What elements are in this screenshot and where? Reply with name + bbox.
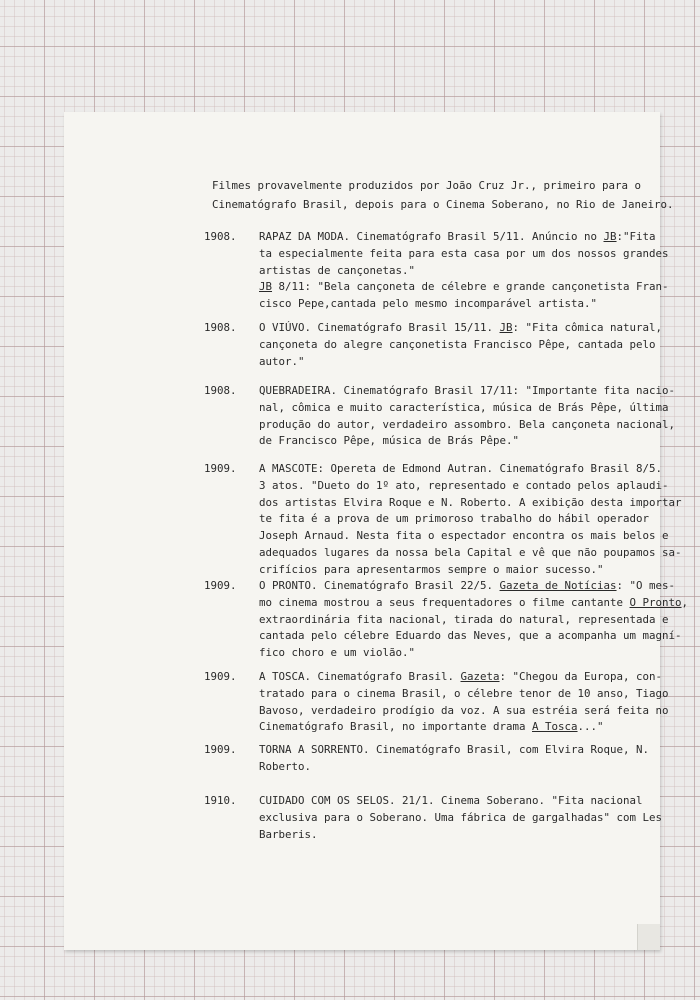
text-run: O VIÚVO. Cinematógrafo Brasil 15/11. [259, 321, 500, 334]
entry-body [259, 320, 663, 370]
text-run: : "Chegou da Europa, con- [499, 670, 663, 683]
entry-year: 1909. [204, 670, 237, 683]
text-run: :"Fita [616, 230, 656, 243]
intro-paragraph [212, 176, 674, 214]
entry-line [259, 229, 657, 246]
text-run: autor." [259, 354, 305, 368]
entry-body [259, 578, 689, 662]
text-run: exclusiva para o Soberano. Uma fábrica de gargalhadas" com Les [259, 810, 663, 824]
entry-line [259, 595, 689, 612]
text-run: nal, cômica e muito característica, música de Brás Pêpe, última [259, 400, 669, 414]
entry-line [259, 383, 676, 400]
text-run: TORNA A SORRENTO. Cinematógrafo Brasil, com Elvira Roque, N. [259, 743, 650, 756]
entry-body [259, 793, 663, 843]
entry-line [259, 793, 657, 810]
document-page [64, 112, 689, 950]
entry-year: 1908. [204, 230, 237, 243]
text-run: 3 atos. "Dueto do 1º ato, representado e contado pelos aplaudi- [259, 478, 669, 492]
entry-year: 1909. [204, 743, 237, 756]
entry-line [259, 417, 676, 434]
entry-line [259, 719, 657, 736]
text-run: artistas de cançonetas." [259, 263, 416, 277]
entry-line [259, 703, 669, 720]
text-run: Cinematógrafo Brasil, no importante drama [259, 720, 533, 734]
entry-line [259, 612, 669, 629]
text-run: CUIDADO COM OS SELOS. 21/1. Cinema Soberano. "Fita nacional [259, 794, 643, 807]
entry-year: 1908. [204, 321, 237, 334]
text-run: dos artistas Elvira Roque e N. Roberto. A exibição desta importar [259, 495, 682, 509]
text-run: A TOSCA. Cinematógrafo Brasil. [259, 670, 461, 683]
text-run: adequados lugares da nossa bela Capital e vê que não poupamos sa- [259, 545, 682, 559]
entry-line [259, 759, 657, 776]
text-run: : "Fita cômica natural, [512, 321, 663, 334]
underlined-title: JB [259, 280, 273, 294]
text-run: cantada pelo célebre Eduardo das Neves, que a acompanha um magní- [259, 629, 682, 643]
entry-line [259, 296, 657, 313]
entry-body [259, 669, 669, 736]
text-run: QUEBRADEIRA. Cinematógrafo Brasil 17/11: "Importante fita nacio- [259, 384, 676, 397]
text-run: A MASCOTE: Opereta de Edmond Autran. Cinematógrafo Brasil 8/5. [259, 462, 663, 475]
entry-line [259, 742, 657, 759]
entry-line [259, 337, 657, 354]
text-run: ..." [577, 720, 604, 734]
entry-line [259, 320, 663, 337]
entry-line [259, 628, 682, 645]
text-run: O PRONTO. Cinematógrafo Brasil 22/5. [259, 579, 500, 592]
text-run: de Francisco Pêpe, música de Brás Pêpe." [259, 434, 520, 448]
intro-line: Cinematógrafo Brasil, depois para o Cinema Soberano, no Rio de Janeiro. [212, 198, 674, 211]
entry-body [259, 383, 676, 450]
entry-body [259, 461, 682, 579]
entry-line [259, 578, 676, 595]
underlined-title: A Tosca [532, 720, 578, 734]
entry-line [259, 433, 657, 450]
text-run: Joseph Arnaud. Nesta fita o espectador encontra os mais belos e [259, 529, 669, 543]
entry-year: 1908. [204, 384, 237, 397]
intro-line: Filmes provavelmente produzidos por João Cruz Jr., primeiro para o [212, 179, 642, 192]
entry-line [259, 461, 663, 478]
text-run: : "O mes- [616, 579, 676, 592]
text-run: cisco Pepe,cantada pelo mesmo incomparável artista." [259, 297, 598, 311]
text-run: fico choro e um violão." [259, 646, 416, 660]
underlined-title: Gazeta [460, 670, 500, 683]
entry-line [259, 686, 669, 703]
text-run: , [681, 595, 689, 609]
entry-line [259, 400, 669, 417]
entry-line [259, 562, 657, 579]
text-run: crifícios para apresentarmos sempre o maior sucesso." [259, 562, 604, 576]
underlined-title: Gazeta de Notícias [499, 579, 617, 592]
text-run: ta especialmente feita para esta casa por um dos nossos grandes [259, 246, 669, 260]
entry-line [259, 810, 663, 827]
entry-line [259, 827, 657, 844]
entry-line [259, 246, 669, 263]
text-run: RAPAZ DA MODA. Cinematógrafo Brasil 5/11. Anúncio no [259, 230, 604, 243]
underlined-title: O Pronto [629, 595, 682, 609]
text-run: tratado para o cinema Brasil, o célebre tenor de 10 anso, Tiago [259, 686, 669, 700]
text-run: 8/11: "Bela cançoneta de célebre e grande cançonetista Fran- [272, 280, 669, 294]
text-run: produção do autor, verdadeiro assombro. Bela cançoneta nacional, [259, 417, 676, 431]
document-text [64, 112, 689, 950]
text-run: te fita é a prova de um primoroso trabalho do hábil operador [259, 512, 650, 526]
entry-line [259, 279, 669, 296]
text-run: Barberis. [259, 827, 318, 841]
entry-body [259, 742, 657, 776]
text-run: Roberto. [259, 759, 312, 773]
entry-line [259, 669, 663, 686]
entry-year: 1910. [204, 794, 237, 807]
entry-year: 1909. [204, 462, 237, 475]
text-run: cançoneta do alegre cançonetista Francisco Pêpe, cantada pelo [259, 337, 656, 351]
entry-line [259, 545, 682, 562]
entry-line [259, 645, 657, 662]
entry-line [259, 495, 682, 512]
entry-line [259, 511, 657, 528]
entry-line [259, 263, 657, 280]
text-run: extraordinária fita nacional, tirada do natural, representada e [259, 612, 669, 626]
entry-line [259, 354, 657, 371]
entry-line [259, 478, 669, 495]
text-run: Bavoso, verdadeiro prodígio da voz. A sua estréia será feita no [259, 703, 669, 717]
text-run: mo cinema mostrou a seus frequentadores o filme cantante [259, 595, 630, 609]
entry-body [259, 229, 669, 313]
entry-line [259, 528, 669, 545]
underlined-title: JB [603, 230, 617, 243]
entry-year: 1909. [204, 579, 237, 592]
underlined-title: JB [499, 321, 513, 334]
